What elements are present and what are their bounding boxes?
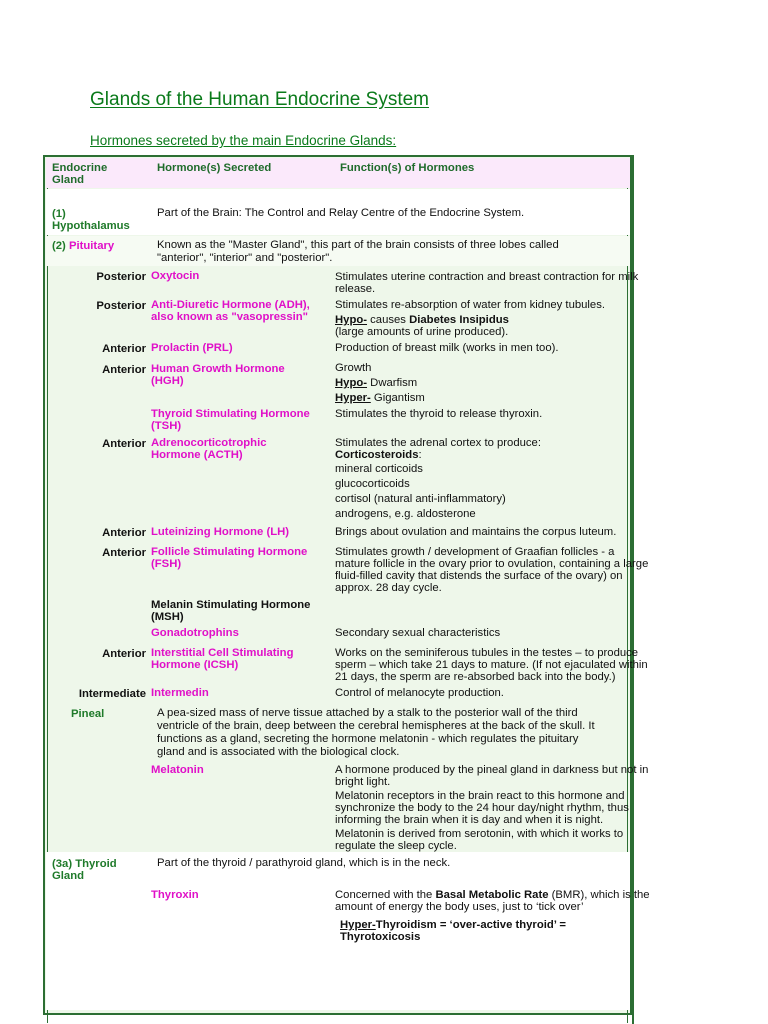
function-text: approx. 28 day cycle. <box>335 582 442 594</box>
hyperthyroidism-desc: Thyroidism = ‘over-active thyroid’ = <box>375 919 567 931</box>
function-text: Growth <box>335 362 372 374</box>
hormone-icsh-abbr: Hormone (ICSH) <box>151 659 239 671</box>
hormone-oxytocin: Oxytocin <box>151 270 200 282</box>
function-text: 21 days, the sperm are re-absorbed back into the body.) <box>335 671 616 683</box>
function-text: A hormone produced by the pineal gland in darkness but not in <box>335 764 649 776</box>
lobe-label: Anterior <box>102 364 146 376</box>
lobe-label: Anterior <box>102 648 146 660</box>
hypo-label: Hypo- <box>335 377 368 389</box>
hyper-label: Hyper- <box>335 392 371 404</box>
hormone-gonadotrophins: Gonadotrophins <box>151 627 239 639</box>
pineal-desc-4: gland and is associated with the biological clock. <box>157 746 400 758</box>
function-text: Stimulates uterine contraction and breast contraction for milk <box>335 271 639 283</box>
hormone-melatonin: Melatonin <box>151 764 204 776</box>
hypothalamus-name: Hypothalamus <box>52 220 130 232</box>
pituitary-desc-2: "anterior", "interior" and "posterior". <box>157 252 333 264</box>
function-text: regulate the sleep cycle. <box>335 840 457 852</box>
function-text: bright light. <box>335 776 391 788</box>
function-text: mineral corticoids <box>335 463 423 475</box>
function-text: Stimulates the thyroid to release thyroxin. <box>335 408 543 420</box>
pituitary-desc-1: Known as the "Master Gland", this part of the brain consists of three lobes called <box>157 239 559 251</box>
function-text: amount of energy the body uses, just to ‘tick over’ <box>335 901 584 913</box>
function-text <box>335 314 509 326</box>
hormone-acth-abbr: Hormone (ACTH) <box>151 449 243 461</box>
function-text: release. <box>335 283 376 295</box>
hyper-label: Hyper- <box>340 919 376 931</box>
thyroid-name: Gland <box>52 870 85 882</box>
function-text: Melatonin is derived from serotonin, with which it works to <box>335 828 624 840</box>
pineal-desc-3: functions as a gland, secreting the hormone melatonin - which regulates the pituitary <box>157 733 579 745</box>
pineal-desc-2: ventricle of the brain, deep between the cerebral hemispheres at the back of the skull. It <box>157 720 595 732</box>
hypo-label: Hypo- <box>335 314 368 326</box>
thyroid-desc: Part of the thyroid / parathyroid gland, which is in the neck. <box>157 857 451 869</box>
thyrotoxicosis: Thyrotoxicosis <box>340 931 421 943</box>
function-text <box>335 392 425 404</box>
page-subtitle: Hormones secreted by the main Endocrine Glands: <box>90 133 397 148</box>
function-text: Stimulates re-absorption of water from kidney tubules. <box>335 299 605 311</box>
header-gland: Gland <box>52 174 85 186</box>
function-text <box>335 377 417 389</box>
function-text: sperm – which take 21 days to mature. (If not ejaculated within <box>335 659 648 671</box>
bmr-term: Basal Metabolic Rate <box>435 889 549 901</box>
hormone-tsh: Thyroid Stimulating Hormone <box>151 408 310 420</box>
hormone-fsh: Follicle Stimulating Hormone <box>151 546 308 558</box>
hormone-thyroxin: Thyroxin <box>151 889 199 901</box>
hormone-prl: Prolactin (PRL) <box>151 342 233 354</box>
hormone-adh: Anti-Diuretic Hormone (ADH), <box>151 299 310 311</box>
function-text: glucocorticoids <box>335 478 410 490</box>
function-text: Melatonin receptors in the brain react to this hormone and <box>335 790 625 802</box>
lobe-label: Posterior <box>96 300 146 312</box>
function-text: Secondary sexual characteristics <box>335 627 501 639</box>
function-text: Brings about ovulation and maintains the corpus luteum. <box>335 526 617 538</box>
hormone-msh: Melanin Stimulating Hormone <box>151 599 311 611</box>
bmr-suffix: (BMR), which is the <box>548 889 650 901</box>
dwarfism-text: Dwarfism <box>367 377 418 389</box>
causes-text: causes <box>367 314 410 326</box>
function-text: Stimulates the adrenal cortex to produce: <box>335 437 541 449</box>
function-text: Control of melanocyte production. <box>335 687 504 699</box>
function-text <box>335 889 650 901</box>
header-hormones: Hormone(s) Secreted <box>157 162 272 174</box>
function-text <box>335 449 422 461</box>
function-text: informing the brain when it is day and when it is night. <box>335 814 604 826</box>
hormone-intermedin: Intermedin <box>151 687 209 699</box>
page-title: Glands of the Human Endocrine System <box>90 89 430 110</box>
hyperthyroidism-text <box>340 919 566 931</box>
header-band <box>46 158 630 188</box>
pituitary-label <box>52 240 114 252</box>
lobe-label: Posterior <box>96 271 146 283</box>
function-text: fluid-filled cavity that distends the surface of the ovary) on <box>335 570 623 582</box>
function-text: mature follicle in the ovary prior to ovulation, containing a large <box>335 558 649 570</box>
corticosteroids: Corticosteroids <box>335 449 419 461</box>
hormone-hgh: Human Growth Hormone <box>151 363 285 375</box>
lobe-label: Anterior <box>102 438 146 450</box>
hypothalamus-desc: Part of the Brain: The Control and Relay Centre of the Endocrine System. <box>157 207 525 219</box>
function-text: Works on the seminiferous tubules in the testes – to produce <box>335 647 639 659</box>
hormone-tsh-abbr: (TSH) <box>151 420 182 432</box>
hormone-msh-abbr: (MSH) <box>151 611 184 623</box>
hormone-hgh-abbr: (HGH) <box>151 375 184 387</box>
hormone-lh: Luteinizing Hormone (LH) <box>151 526 290 538</box>
hormone-acth: Adrenocorticotrophic <box>151 437 267 449</box>
function-text: synchronize the body to the 24 hour day/night rhythm, thus <box>335 802 629 814</box>
header-functions: Function(s) of Hormones <box>340 162 475 174</box>
pituitary-name: Pituitary <box>68 240 115 252</box>
function-text: Stimulates growth / development of Graafian follicles - a <box>335 546 615 558</box>
function-text: cortisol (natural anti-inflammatory) <box>335 493 506 505</box>
gigantism-text: Gigantism <box>370 392 425 404</box>
bmr-prefix: Concerned with the <box>335 889 436 901</box>
pineal-desc-1: A pea-sized mass of nerve tissue attached by a stalk to the posterior wall of the third <box>157 707 578 719</box>
lobe-label: Anterior <box>102 547 146 559</box>
colon: : <box>418 449 422 461</box>
pineal-name: Pineal <box>71 708 105 720</box>
thyroid-number: (3a) Thyroid <box>52 858 117 870</box>
hormone-fsh-abbr: (FSH) <box>151 558 182 570</box>
lobe-label: Anterior <box>102 343 146 355</box>
function-text: Production of breast milk (works in men too). <box>335 342 559 354</box>
hormone-icsh: Interstitial Cell Stimulating <box>151 647 294 659</box>
hormone-adh-alias: also known as "vasopressin" <box>151 311 309 323</box>
lobe-label: Intermediate <box>78 688 146 700</box>
header-endocrine: Endocrine <box>52 162 108 174</box>
hypothalamus-number: (1) <box>52 208 66 220</box>
function-text: (large amounts of urine produced). <box>335 326 509 338</box>
lobe-label: Anterior <box>102 527 146 539</box>
diabetes-insipidus: Diabetes Insipidus <box>409 314 509 326</box>
pituitary-number: (2) <box>52 240 66 252</box>
function-text: androgens, e.g. aldosterone <box>335 508 476 520</box>
